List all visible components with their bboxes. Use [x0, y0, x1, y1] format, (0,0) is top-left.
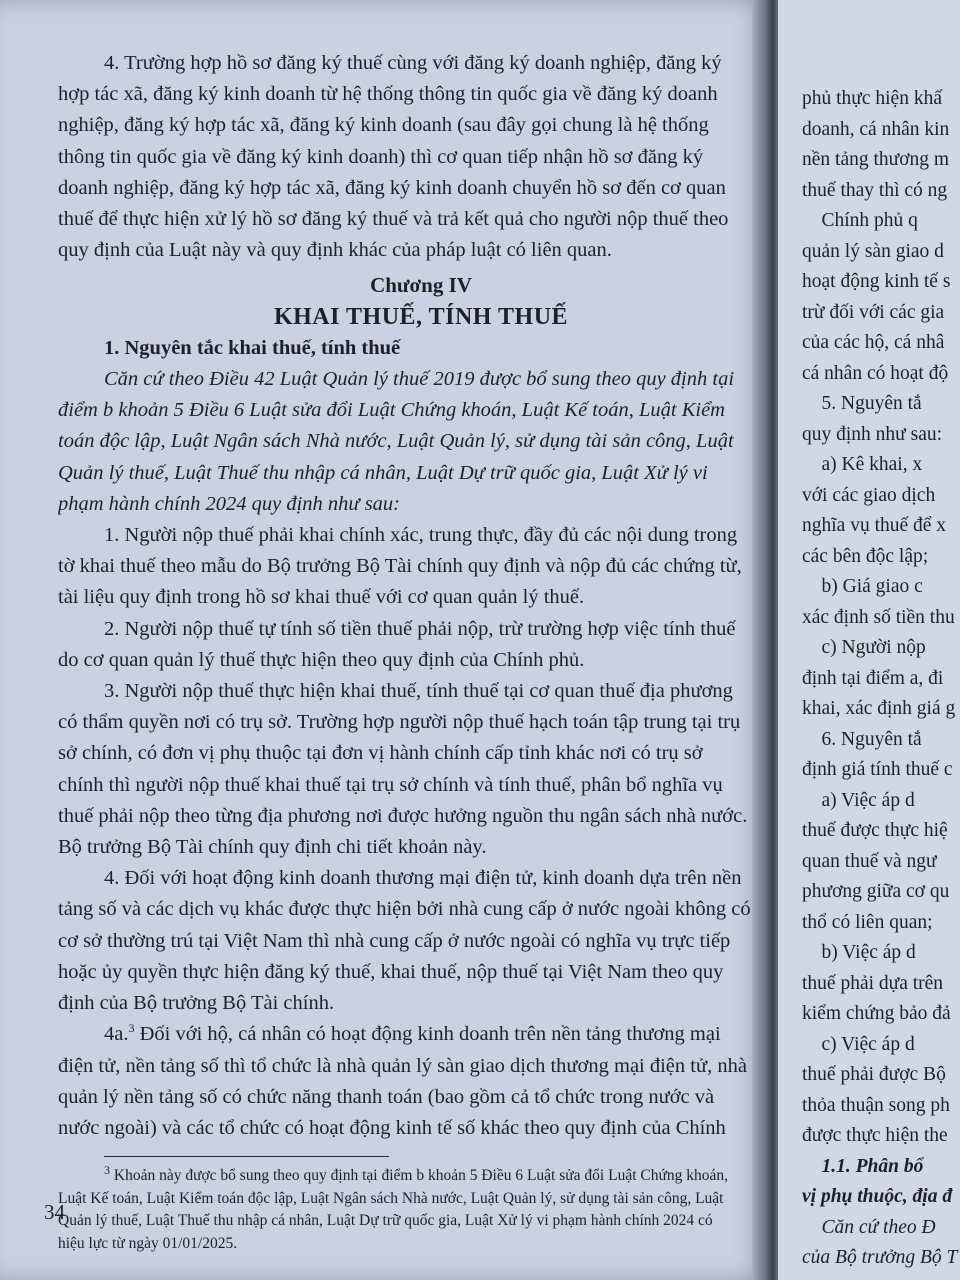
text-line: định của Bộ trưởng Bộ Tài chính. [58, 992, 335, 1015]
text-line: thuế để thực hiện xử lý hồ sơ đăng ký thuế và trả kết quả cho người nộp thuế theo [58, 208, 729, 231]
right-text-line: a) Việc áp d [802, 789, 915, 811]
right-text-line: khai, xác định giá g [802, 698, 956, 719]
right-text-line: Chính phủ q [802, 210, 918, 231]
item-4a [58, 1019, 764, 1144]
text-line: nước ngoài) và các tổ chức có hoạt động kinh tế số khác theo quy định của Chính [58, 1116, 726, 1139]
right-text-line: phương giữa cơ qu [802, 881, 950, 902]
footnote [58, 1165, 764, 1255]
text-line: quản lý nền tảng số có chức năng thanh toán (bao gồm cả tổ chức trong nước và [58, 1085, 715, 1108]
right-text-line: c) Người nộp [802, 637, 926, 658]
text-line [58, 1165, 764, 1188]
text-line: cơ sở thường trú tại Việt Nam thì nhà cung cấp ở nước ngoài có nghĩa vụ trực tiếp [58, 929, 731, 952]
item-4 [58, 863, 764, 1019]
intro-paragraph [58, 364, 764, 520]
right-text-line: quan thuế và ngư [802, 850, 937, 872]
right-page-text [802, 84, 960, 1274]
item-4a-label: 4a. [104, 1023, 129, 1046]
right-text-line: phủ thực hiện khấ [802, 88, 942, 109]
right-text-line: với các giao dịch [802, 484, 936, 506]
chapter-title: KHAI THUẾ, TÍNH THUẾ [273, 303, 569, 330]
right-text-line: xác định số tiền thu [802, 606, 955, 628]
page-number: 34 [44, 1200, 65, 1224]
text-line: chính thì người nộp thuế khai thuế tại trụ sở chính và tính thuế, phân bổ nghĩa vụ [58, 773, 723, 796]
text-line: Căn cứ theo Điều 42 Luật Quản lý thuế 2019 được bổ sung theo quy định tại [104, 368, 735, 391]
paragraph-4 [58, 48, 764, 266]
text-line: điểm b khoản 5 Điều 6 Luật sửa đổi Luật Chứng khoán, Luật Kế toán, Luật Kiểm [58, 399, 725, 422]
right-text-line: 6. Nguyên tắ [802, 728, 922, 750]
text-line: nghiệp, đăng ký hợp tác xã, đăng ký kinh doanh (sau đây gọi chung là hệ thống [58, 114, 709, 137]
text-line: toán độc lập, Luật Ngân sách Nhà nước, Luật Quản lý, sử dụng tài sản công, Luật [58, 430, 734, 453]
right-text-line: b) Giá giao c [802, 576, 923, 597]
text-line: hiệu lực từ ngày 01/01/2025. [58, 1234, 238, 1252]
right-text-line: 5. Nguyên tắ [802, 393, 922, 414]
footnote-divider [104, 1156, 389, 1157]
footnote-marker: 3 [128, 1021, 135, 1036]
text-line: tảng số và các dịch vụ khác được thực hiện bởi nhà cung cấp ở nước ngoài không có [58, 898, 751, 921]
text-line: 2. Người nộp thuế tự tính số tiền thuế phải nộp, trừ trường hợp việc tính thuế [104, 617, 736, 640]
right-text-line: thổ có liên quan; [802, 911, 933, 933]
text-line: thông tin quốc gia về đăng ký kinh doanh) thì cơ quan tiếp nhận hồ sơ đăng ký [58, 145, 704, 168]
right-text-line: thuế phải dựa trên [802, 972, 944, 994]
section-heading: 1. Nguyên tắc khai thuế, tính thuế [104, 336, 401, 359]
right-text-line: doanh, cá nhân kin [802, 118, 950, 140]
right-text-line: Căn cứ theo Đ [802, 1216, 936, 1238]
right-text-line: hoạt động kinh tế s [802, 271, 951, 292]
item-3 [58, 676, 764, 863]
left-page-text [58, 48, 764, 1255]
text-line: hoặc ủy quyền thực hiện đăng ký thuế, khai thuế, nộp thuế tại Việt Nam theo quy [58, 960, 724, 983]
text-line: 3. Người nộp thuế thực hiện khai thuế, tính thuế tại cơ quan thuế địa phương [104, 680, 733, 703]
text-line: doanh nghiệp, đăng ký hợp tác xã, đăng ký kinh doanh chuyển hồ sơ đến cơ quan [58, 176, 726, 199]
text-line: 1. Người nộp thuế phải khai chính xác, trung thực, đầy đủ các nội dung trong [104, 524, 738, 547]
text-line: 4. Đối với hoạt động kinh doanh thương mại điện tử, kinh doanh dựa trên nền [104, 867, 742, 890]
right-text-line: thỏa thuận song ph [802, 1094, 950, 1116]
item-1 [58, 520, 764, 614]
text-line: tờ khai thuế theo mẫu do Bộ trưởng Bộ Tài chính quy định và nộp đủ các chứng từ, [58, 555, 742, 578]
item-2 [58, 614, 764, 676]
right-text-line: nền tảng thương m [802, 149, 950, 170]
text-line: có thẩm quyền nơi có trụ sở. Trường hợp người nộp thuế hạch toán tập trung tại trụ [58, 711, 741, 734]
right-text-line: định giá tính thuế c [802, 759, 953, 780]
right-text-line: thuế thay thì có ng [802, 179, 948, 201]
text-line: tài liệu quy định trong hồ sơ khai thuế với cơ quan quản lý thuế. [58, 586, 585, 609]
text-line: quy định của Luật này và quy định khác của pháp luật có liên quan. [58, 239, 612, 262]
right-text-line: c) Việc áp d [802, 1033, 915, 1055]
right-text-line: thuế được thực hiệ [802, 820, 948, 841]
right-text-line: các bên độc lập; [802, 545, 929, 567]
right-text-line: quản lý sàn giao d [802, 240, 944, 262]
right-text-line: định tại điểm a, đi [802, 667, 944, 689]
right-text-line: a) Kê khai, x [802, 454, 923, 475]
text-line: điện tử, nền tảng số thì tổ chức là nhà quản lý sàn giao dịch thương mại điện tử, nhà [58, 1054, 747, 1077]
text-line: sở chính, có đơn vị phụ thuộc tại đơn vị hành chính cấp tỉnh khác nơi có trụ sở [58, 742, 703, 765]
text-line: Luật Kế toán, Luật Kiểm toán độc lập, Luật Ngân sách Nhà nước, Luật Quản lý, sử dụng tài sản công, Luật [58, 1189, 724, 1207]
right-text-line: b) Việc áp d [802, 942, 916, 963]
right-text-line: của các hộ, cá nhâ [802, 332, 945, 353]
right-text-line: vị phụ thuộc, địa đ [802, 1186, 953, 1207]
text-line: thuế phải nộp theo từng địa phương nơi được hưởng nguồn thu ngân sách nhà nước. [58, 804, 748, 827]
chapter-number: Chương IV [370, 273, 472, 298]
text-line: Bộ trưởng Bộ Tài chính quy định chi tiết khoản này. [58, 836, 487, 859]
right-text-line: 1.1. Phân bổ [802, 1155, 924, 1177]
right-text-line: nghĩa vụ thuế để x [802, 515, 947, 536]
text-line: phạm hành chính 2024 quy định như sau: [58, 492, 401, 515]
right-text-line: kiểm chứng bảo đả [802, 1003, 951, 1024]
right-text-line: được thực hiện the [802, 1125, 948, 1146]
text-line: Quản lý thuế, Luật Thuế thu nhập cá nhân, Luật Dự trữ quốc gia, Luật Xử lý vi [58, 461, 708, 484]
footnote-number: 3 [104, 1165, 110, 1177]
text-line: hợp tác xã, đăng ký kinh doanh từ hệ thống thông tin quốc gia về đăng ký doanh [58, 83, 718, 106]
right-text-line: của Bộ trưởng Bộ T [802, 1247, 958, 1268]
right-text-line: cá nhân có hoạt độ [802, 362, 949, 384]
text-line: do cơ quan quản lý thuế thực hiện theo quy định của Chính phủ. [58, 648, 585, 671]
text-line: 4. Trường hợp hồ sơ đăng ký thuế cùng với đăng ký doanh nghiệp, đăng ký [104, 52, 722, 74]
right-text-line: thuế phải được Bộ [802, 1064, 946, 1085]
right-text-line: trừ đối với các gia [802, 301, 945, 323]
footnote-first-line: Khoản này được bổ sung theo quy định tại điểm b khoản 5 Điều 6 Luật sửa đổi Luật Chứng khoán, [110, 1167, 728, 1185]
right-page [778, 0, 960, 1280]
right-text-line: quy định như sau: [802, 423, 943, 445]
text-line [58, 1019, 764, 1050]
text-line: Quản lý thuế, Luật Thuế thu nhập cá nhân, Luật Dự trữ quốc gia, Luật Xử lý vi phạm hành chính 2024 có [58, 1212, 713, 1230]
item-4a-first-line: Đối với hộ, cá nhân có hoạt động kinh doanh trên nền tảng thương mại [134, 1023, 721, 1046]
